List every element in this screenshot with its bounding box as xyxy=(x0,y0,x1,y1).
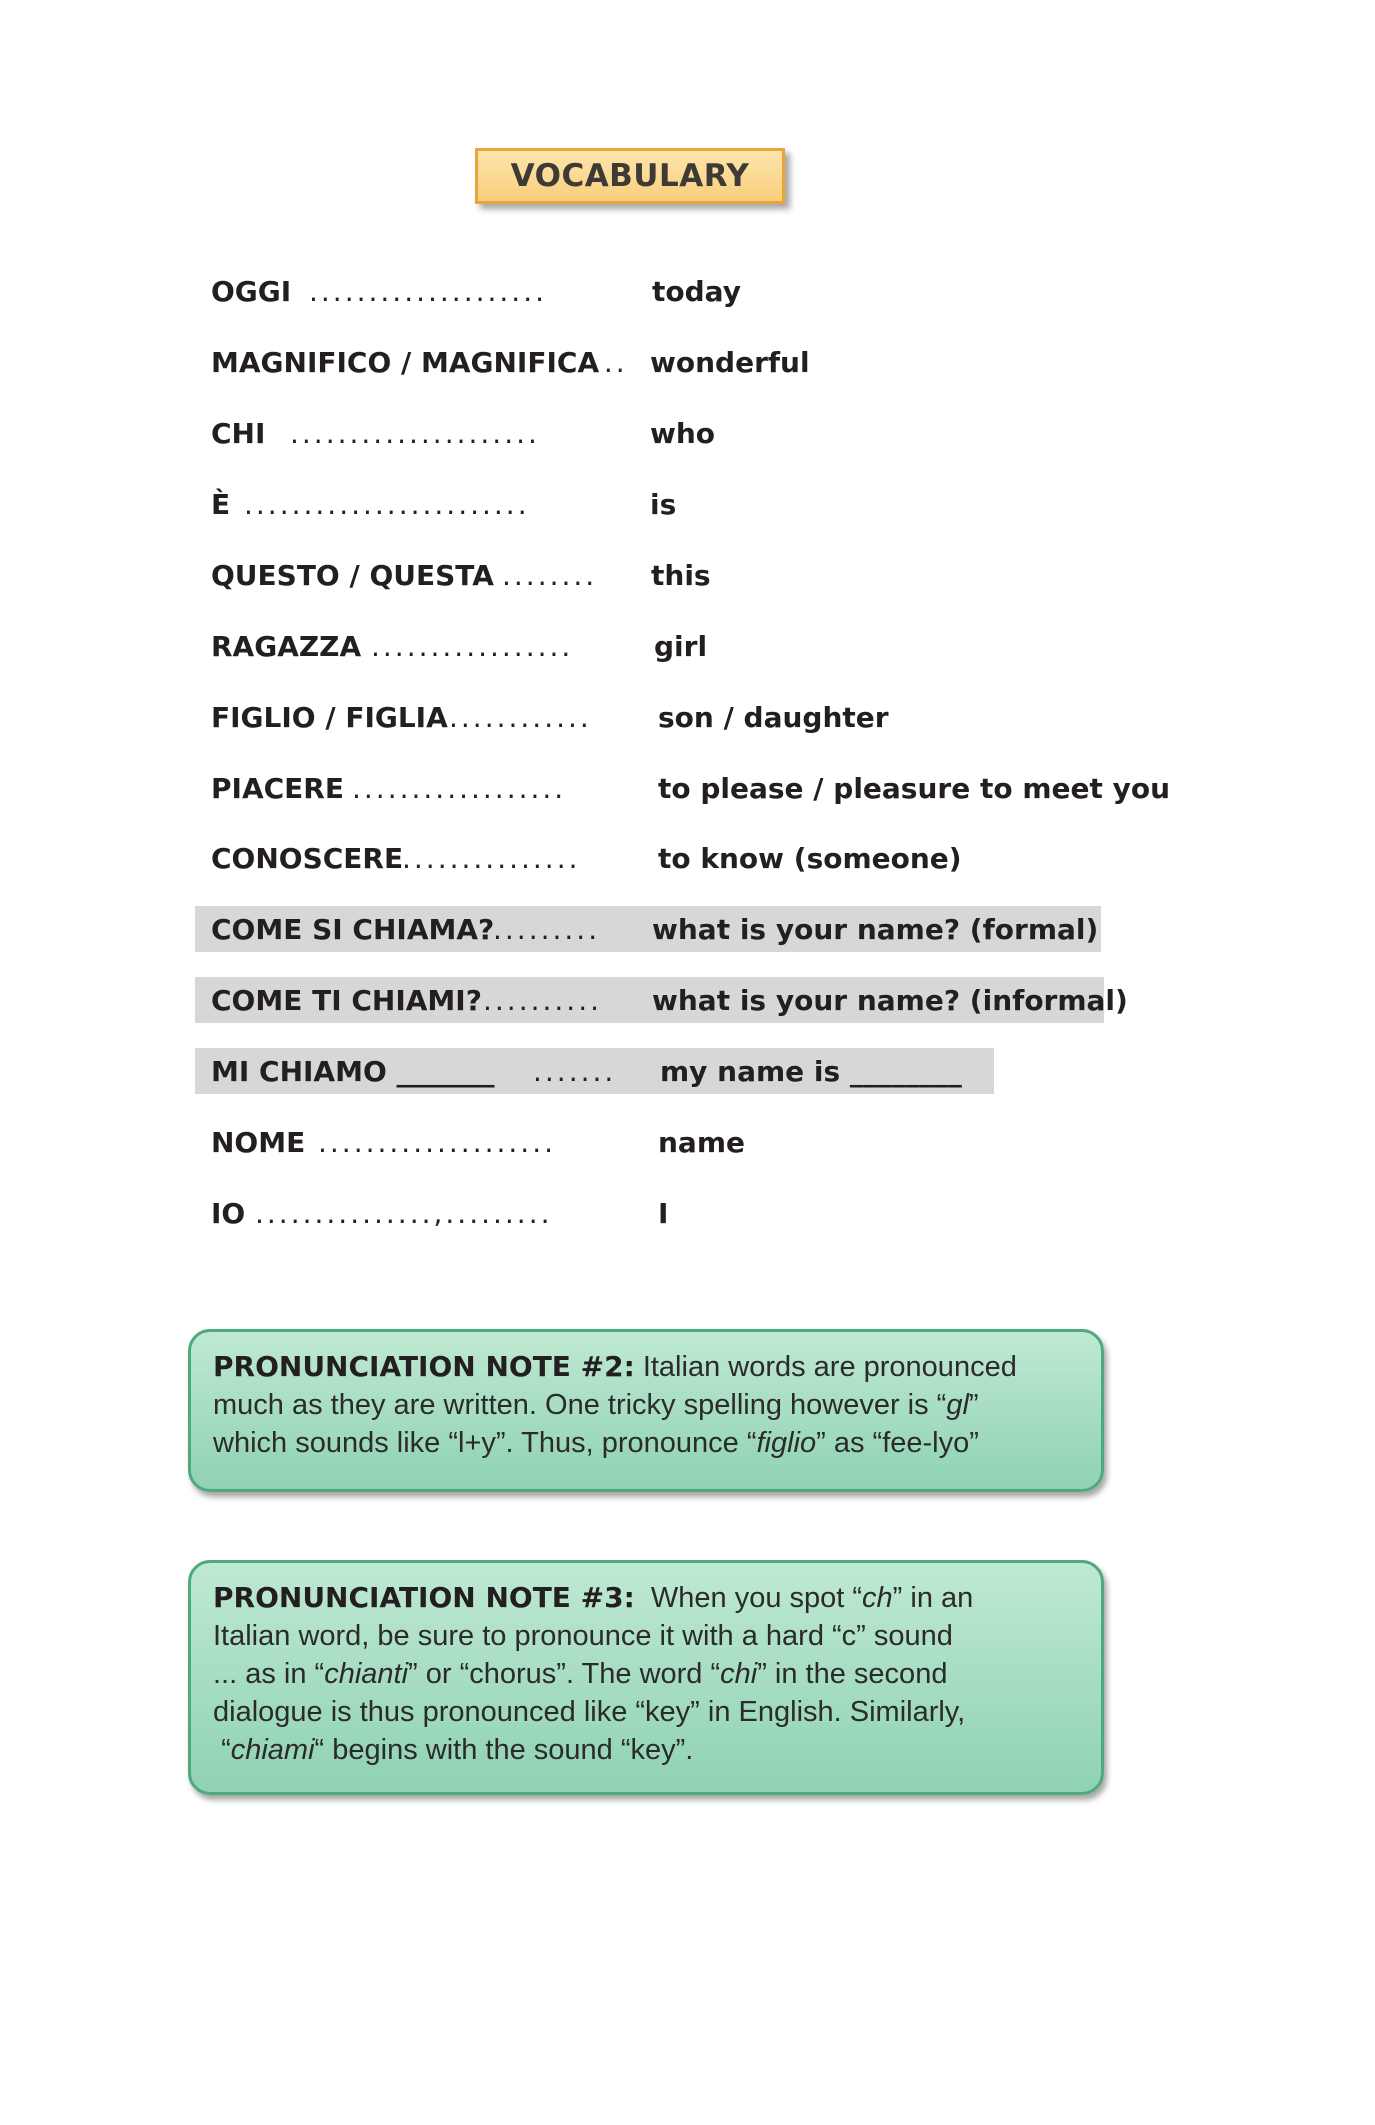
vocab-gloss: what is your name? (formal) xyxy=(652,912,1099,946)
pronunciation-note-2 xyxy=(188,1329,1104,1492)
note-3-text-3a: ... as in “ xyxy=(213,1658,325,1690)
note-2-italic-figlio: figlio xyxy=(756,1427,817,1459)
vocab-dots: .......... xyxy=(483,983,603,1017)
note-3-line-5 xyxy=(213,1731,1083,1769)
note-3-text-1b: ” in an xyxy=(892,1582,974,1614)
vocab-term: COME SI CHIAMA? xyxy=(211,912,495,946)
vocab-term: CHI xyxy=(211,416,266,450)
note-2-line-1 xyxy=(213,1348,1083,1386)
note-2-text-2a: much as they are written. One tricky spelling however is “ xyxy=(213,1389,947,1421)
note-2-text-3a: which sounds like “l+y”. Thus, pronounce “ xyxy=(213,1427,757,1459)
vocab-term: IO xyxy=(211,1196,246,1230)
vocab-term: FIGLIO / FIGLIA xyxy=(211,700,448,734)
vocab-gloss: my name is ________ xyxy=(660,1054,962,1088)
vocab-row xyxy=(195,1119,1095,1165)
note-2-text-3b: ” as “fee-lyo” xyxy=(816,1427,979,1459)
vocab-gloss: name xyxy=(658,1125,745,1159)
note-3-text-3c: ” in the second xyxy=(757,1658,948,1690)
vocab-dots: ......... xyxy=(493,912,601,946)
vocab-gloss: to please / pleasure to meet you xyxy=(658,771,1171,805)
vocab-row xyxy=(195,552,1095,598)
vocab-row xyxy=(195,1190,1095,1236)
vocab-gloss: is xyxy=(650,487,677,521)
note-3-text-1a: When you spot “ xyxy=(650,1582,863,1614)
vocab-term: MI CHIAMO _______ xyxy=(211,1054,495,1088)
vocab-gloss: who xyxy=(650,416,716,450)
vocab-term: MAGNIFICO / MAGNIFICA xyxy=(211,345,600,379)
vocab-row xyxy=(195,339,1095,385)
note-3-text-5a: “ xyxy=(221,1734,231,1766)
note-3-line-3 xyxy=(213,1655,1083,1693)
vocab-term: CONOSCERE xyxy=(211,841,404,875)
vocab-gloss: I xyxy=(658,1196,669,1230)
vocab-dots: .................. xyxy=(352,771,567,805)
vocab-gloss: what is your name? (informal) xyxy=(652,983,1128,1017)
vocab-term: OGGI xyxy=(211,274,292,308)
vocab-term: È xyxy=(211,487,231,521)
note-3-italic-chi: chi xyxy=(720,1658,758,1690)
note-2-italic-gl: gl xyxy=(946,1389,969,1421)
vocab-gloss: wonderful xyxy=(650,345,810,379)
note-2-text-1: Italian words are pronounced xyxy=(642,1351,1017,1383)
note-2-label: PRONUNCIATION NOTE #2: xyxy=(213,1350,635,1383)
vocab-gloss: son / daughter xyxy=(658,700,889,734)
vocab-row xyxy=(195,765,1171,811)
note-3-italic-chiami: chiami xyxy=(230,1734,315,1766)
vocab-term: QUESTO / QUESTA xyxy=(211,558,494,592)
vocab-row xyxy=(195,410,1095,456)
vocab-dots: ....... xyxy=(533,1054,617,1088)
note-3-text-4: dialogue is thus pronounced like “key” in English. Similarly, xyxy=(213,1696,966,1728)
vocab-dots: .................... xyxy=(318,1125,557,1159)
vocabulary-title: VOCABULARY xyxy=(510,158,750,194)
vocab-row xyxy=(195,694,1095,740)
vocab-row-highlighted xyxy=(195,977,1128,1023)
vocab-term: RAGAZZA xyxy=(211,629,362,663)
vocab-row-highlighted xyxy=(195,906,1101,952)
note-3-line-1 xyxy=(213,1579,1083,1617)
vocab-dots: ...............,......... xyxy=(255,1196,553,1230)
vocab-row xyxy=(195,835,1095,881)
vocab-row xyxy=(195,481,1095,527)
vocab-term: NOME xyxy=(211,1125,306,1159)
vocab-dots: ................. xyxy=(371,629,574,663)
vocab-dots: ............... xyxy=(402,841,581,875)
vocab-row xyxy=(195,268,1095,314)
vocab-dots: ... xyxy=(592,345,628,379)
vocab-dots: .................... xyxy=(309,274,548,308)
vocab-dots: ........................ xyxy=(244,487,530,521)
vocab-dots: ..................... xyxy=(290,416,540,450)
vocab-gloss: today xyxy=(652,274,741,308)
note-3-text-5b: “ begins with the sound “key”. xyxy=(314,1734,694,1766)
vocab-row xyxy=(195,623,1095,669)
vocab-term: PIACERE xyxy=(211,771,344,805)
note-2-line-2 xyxy=(213,1386,1083,1424)
vocab-gloss: this xyxy=(651,558,711,592)
note-3-text-3b: ” or “chorus”. The word “ xyxy=(408,1658,721,1690)
vocab-dots: ............ xyxy=(449,700,592,734)
pronunciation-note-3 xyxy=(188,1560,1104,1795)
vocab-gloss: girl xyxy=(654,629,708,663)
vocabulary-title-box xyxy=(475,148,785,204)
note-3-italic-chianti: chianti xyxy=(324,1658,409,1690)
vocab-dots: ........ xyxy=(502,558,598,592)
note-2-line-3 xyxy=(213,1424,1083,1462)
note-3-label: PRONUNCIATION NOTE #3: xyxy=(213,1581,635,1614)
vocab-term: COME TI CHIAMI? xyxy=(211,983,482,1017)
note-3-italic-ch: ch xyxy=(862,1582,893,1614)
vocab-row-highlighted xyxy=(195,1048,994,1094)
note-2-text-2b: ” xyxy=(968,1389,979,1421)
note-3-text-2: Italian word, be sure to pronounce it with a hard “c” sound xyxy=(213,1620,953,1652)
vocab-gloss: to know (someone) xyxy=(658,841,962,875)
